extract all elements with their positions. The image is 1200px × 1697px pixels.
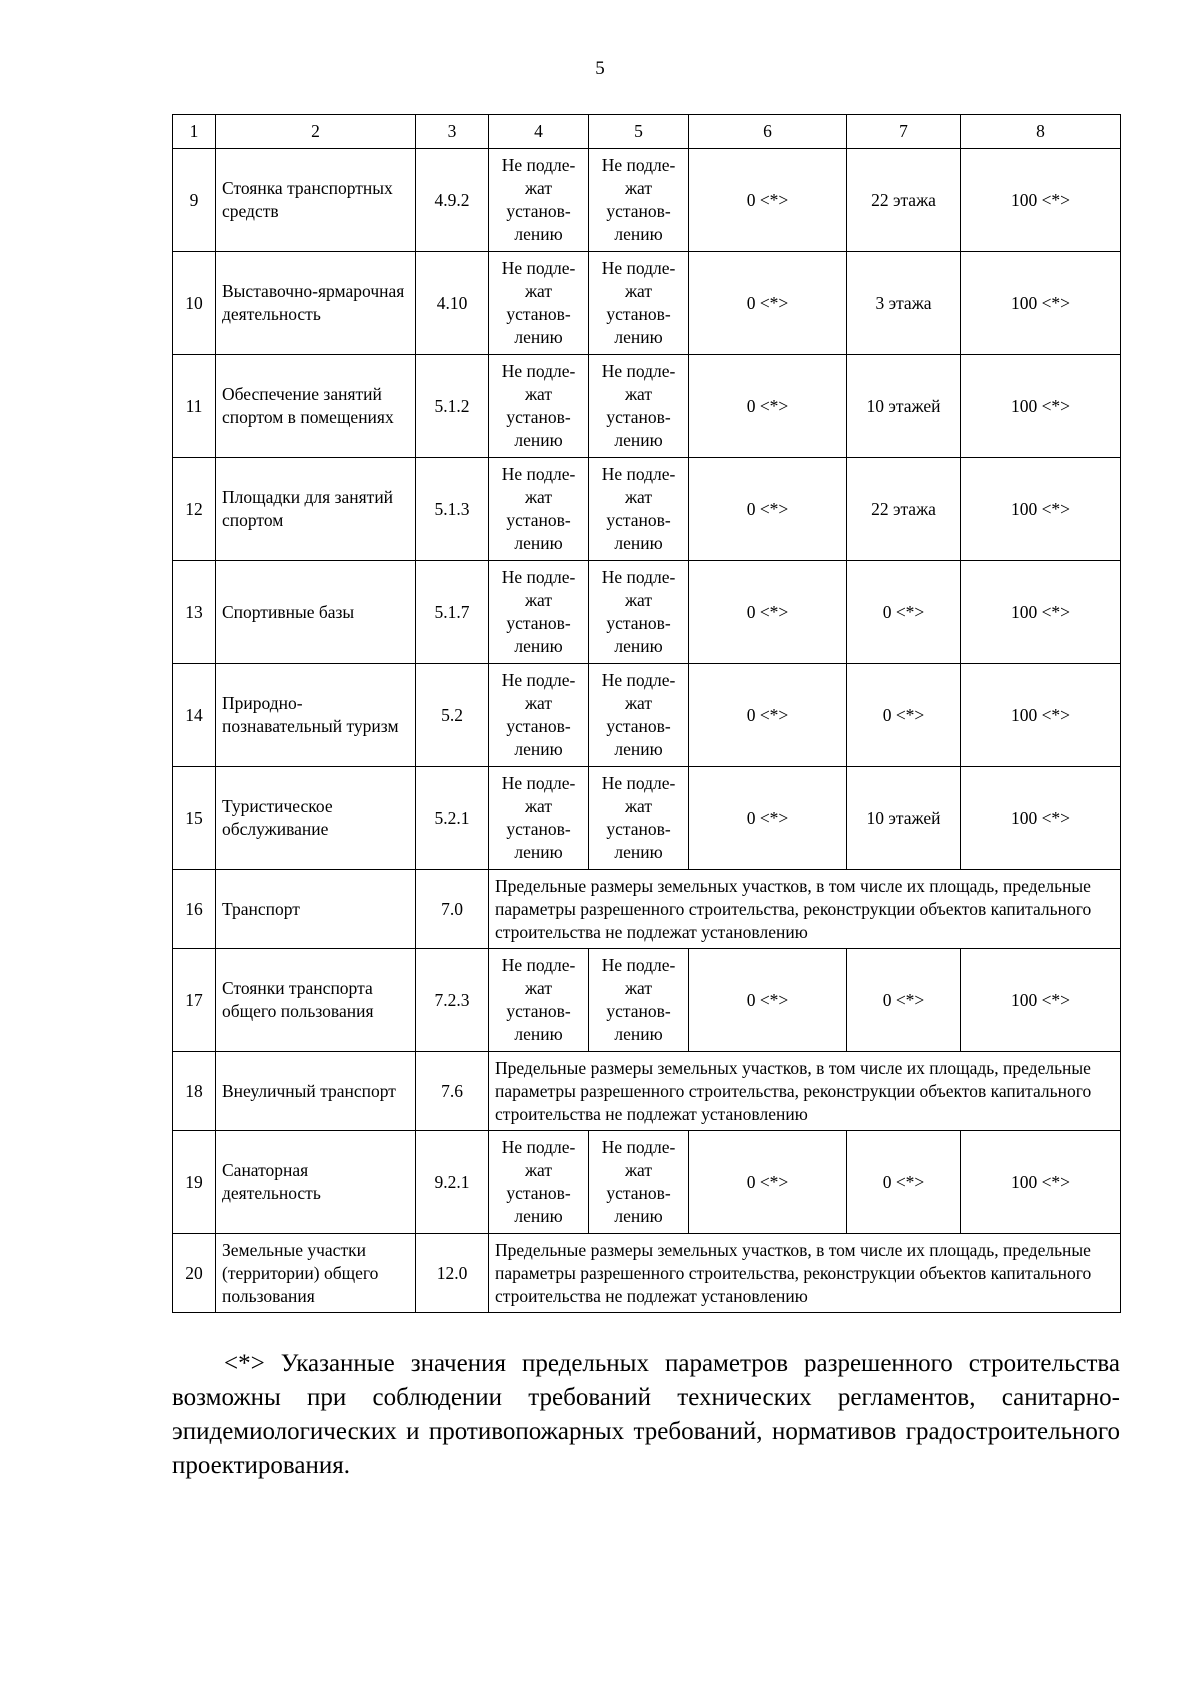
col5-cell: Не подле- жат установ- лению [589, 149, 689, 252]
col8-cell: 100 <*> [961, 355, 1121, 458]
land-use-code-cell: 12.0 [416, 1234, 489, 1313]
merged-note-cell: Предельные размеры земельных участков, в том числе их площадь, предельные параметры разрешенного строительства, реконструкции объектов капитального строительства не подлежат установлению [489, 1052, 1121, 1131]
col4-cell: Не подле- жат установ- лению [489, 949, 589, 1052]
land-use-name-cell: Площадки для занятий спортом [216, 458, 416, 561]
header-cell: 8 [961, 115, 1121, 149]
table-row [173, 561, 1121, 664]
col8-cell: 100 <*> [961, 1131, 1121, 1234]
header-cell: 6 [689, 115, 847, 149]
land-use-name-cell: Обеспечение занятий спортом в помещениях [216, 355, 416, 458]
col7-cell: 0 <*> [847, 1131, 961, 1234]
land-use-code-cell: 5.1.2 [416, 355, 489, 458]
table-row [173, 949, 1121, 1052]
col4-cell: Не подле- жат установ- лению [489, 664, 589, 767]
table-row [173, 1234, 1121, 1313]
col6-cell: 0 <*> [689, 767, 847, 870]
col6-cell: 0 <*> [689, 561, 847, 664]
parameters-table [172, 114, 1121, 1313]
col8-cell: 100 <*> [961, 561, 1121, 664]
row-number-cell: 11 [173, 355, 216, 458]
table-row [173, 458, 1121, 561]
col6-cell: 0 <*> [689, 949, 847, 1052]
col4-cell: Не подле- жат установ- лению [489, 767, 589, 870]
land-use-code-cell: 5.1.7 [416, 561, 489, 664]
col6-cell: 0 <*> [689, 1131, 847, 1234]
row-number-cell: 15 [173, 767, 216, 870]
col5-cell: Не подле- жат установ- лению [589, 355, 689, 458]
col8-cell: 100 <*> [961, 767, 1121, 870]
col8-cell: 100 <*> [961, 252, 1121, 355]
land-use-code-cell: 7.0 [416, 870, 489, 949]
header-cell: 2 [216, 115, 416, 149]
col6-cell: 0 <*> [689, 458, 847, 561]
row-number-cell: 19 [173, 1131, 216, 1234]
land-use-code-cell: 5.1.3 [416, 458, 489, 561]
col8-cell: 100 <*> [961, 949, 1121, 1052]
table-row [173, 767, 1121, 870]
col4-cell: Не подле- жат установ- лению [489, 355, 589, 458]
table-header-row [173, 115, 1121, 149]
row-number-cell: 13 [173, 561, 216, 664]
merged-note-cell: Предельные размеры земельных участков, в том числе их площадь, предельные параметры разрешенного строительства, реконструкции объектов капитального строительства не подлежат установлению [489, 870, 1121, 949]
col6-cell: 0 <*> [689, 664, 847, 767]
row-number-cell: 10 [173, 252, 216, 355]
footnote-marker: <*> [224, 1350, 265, 1377]
col4-cell: Не подле- жат установ- лению [489, 561, 589, 664]
col7-cell: 10 этажей [847, 355, 961, 458]
table-row [173, 149, 1121, 252]
land-use-name-cell: Стоянка транспортных средств [216, 149, 416, 252]
footnote [172, 1347, 1120, 1483]
land-use-name-cell: Санаторная деятельность [216, 1131, 416, 1234]
table-row [173, 1052, 1121, 1131]
table-row [173, 870, 1121, 949]
table-row [173, 664, 1121, 767]
col7-cell: 22 этажа [847, 149, 961, 252]
col6-cell: 0 <*> [689, 252, 847, 355]
page-number: 5 [595, 58, 605, 79]
col8-cell: 100 <*> [961, 458, 1121, 561]
land-use-code-cell: 4.9.2 [416, 149, 489, 252]
col7-cell: 0 <*> [847, 664, 961, 767]
header-cell: 1 [173, 115, 216, 149]
col7-cell: 0 <*> [847, 561, 961, 664]
col5-cell: Не подле- жат установ- лению [589, 664, 689, 767]
col4-cell: Не подле- жат установ- лению [489, 458, 589, 561]
table-body [173, 115, 1121, 1313]
col7-cell: 0 <*> [847, 949, 961, 1052]
row-number-cell: 20 [173, 1234, 216, 1313]
land-use-name-cell: Спортивные базы [216, 561, 416, 664]
land-use-name-cell: Транспорт [216, 870, 416, 949]
table-row [173, 252, 1121, 355]
footnote-text: Указанные значения предельных параметров разрешенного строительства возможны при соблюдении требований технических регламентов, санитарно-эпидемиологических и противопожарных требований, нормативов градостроительного проектирования. [172, 1350, 1120, 1479]
col5-cell: Не подле- жат установ- лению [589, 561, 689, 664]
col5-cell: Не подле- жат установ- лению [589, 458, 689, 561]
land-use-code-cell: 4.10 [416, 252, 489, 355]
col5-cell: Не подле- жат установ- лению [589, 252, 689, 355]
col6-cell: 0 <*> [689, 355, 847, 458]
col7-cell: 22 этажа [847, 458, 961, 561]
land-use-code-cell: 5.2.1 [416, 767, 489, 870]
row-number-cell: 17 [173, 949, 216, 1052]
col4-cell: Не подле- жат установ- лению [489, 1131, 589, 1234]
land-use-name-cell: Земельные участки (территории) общего пользования [216, 1234, 416, 1313]
land-use-code-cell: 7.2.3 [416, 949, 489, 1052]
land-use-name-cell: Природно-познавательный туризм [216, 664, 416, 767]
row-number-cell: 16 [173, 870, 216, 949]
header-cell: 3 [416, 115, 489, 149]
col5-cell: Не подле- жат установ- лению [589, 949, 689, 1052]
col4-cell: Не подле- жат установ- лению [489, 149, 589, 252]
col6-cell: 0 <*> [689, 149, 847, 252]
col8-cell: 100 <*> [961, 149, 1121, 252]
row-number-cell: 12 [173, 458, 216, 561]
col7-cell: 10 этажей [847, 767, 961, 870]
land-use-code-cell: 7.6 [416, 1052, 489, 1131]
land-use-code-cell: 9.2.1 [416, 1131, 489, 1234]
col4-cell: Не подле- жат установ- лению [489, 252, 589, 355]
header-cell: 7 [847, 115, 961, 149]
col5-cell: Не подле- жат установ- лению [589, 1131, 689, 1234]
land-use-name-cell: Внеуличный транспорт [216, 1052, 416, 1131]
merged-note-cell: Предельные размеры земельных участков, в том числе их площадь, предельные параметры разрешенного строительства, реконструкции объектов капитального строительства не подлежат установлению [489, 1234, 1121, 1313]
land-use-name-cell: Стоянки транспорта общего пользования [216, 949, 416, 1052]
table-row [173, 355, 1121, 458]
land-use-name-cell: Выставочно-ярмарочная деятельность [216, 252, 416, 355]
row-number-cell: 9 [173, 149, 216, 252]
col8-cell: 100 <*> [961, 664, 1121, 767]
col7-cell: 3 этажа [847, 252, 961, 355]
header-cell: 5 [589, 115, 689, 149]
row-number-cell: 14 [173, 664, 216, 767]
col5-cell: Не подле- жат установ- лению [589, 767, 689, 870]
land-use-code-cell: 5.2 [416, 664, 489, 767]
header-cell: 4 [489, 115, 589, 149]
table-row [173, 1131, 1121, 1234]
land-use-name-cell: Туристическое обслуживание [216, 767, 416, 870]
row-number-cell: 18 [173, 1052, 216, 1131]
